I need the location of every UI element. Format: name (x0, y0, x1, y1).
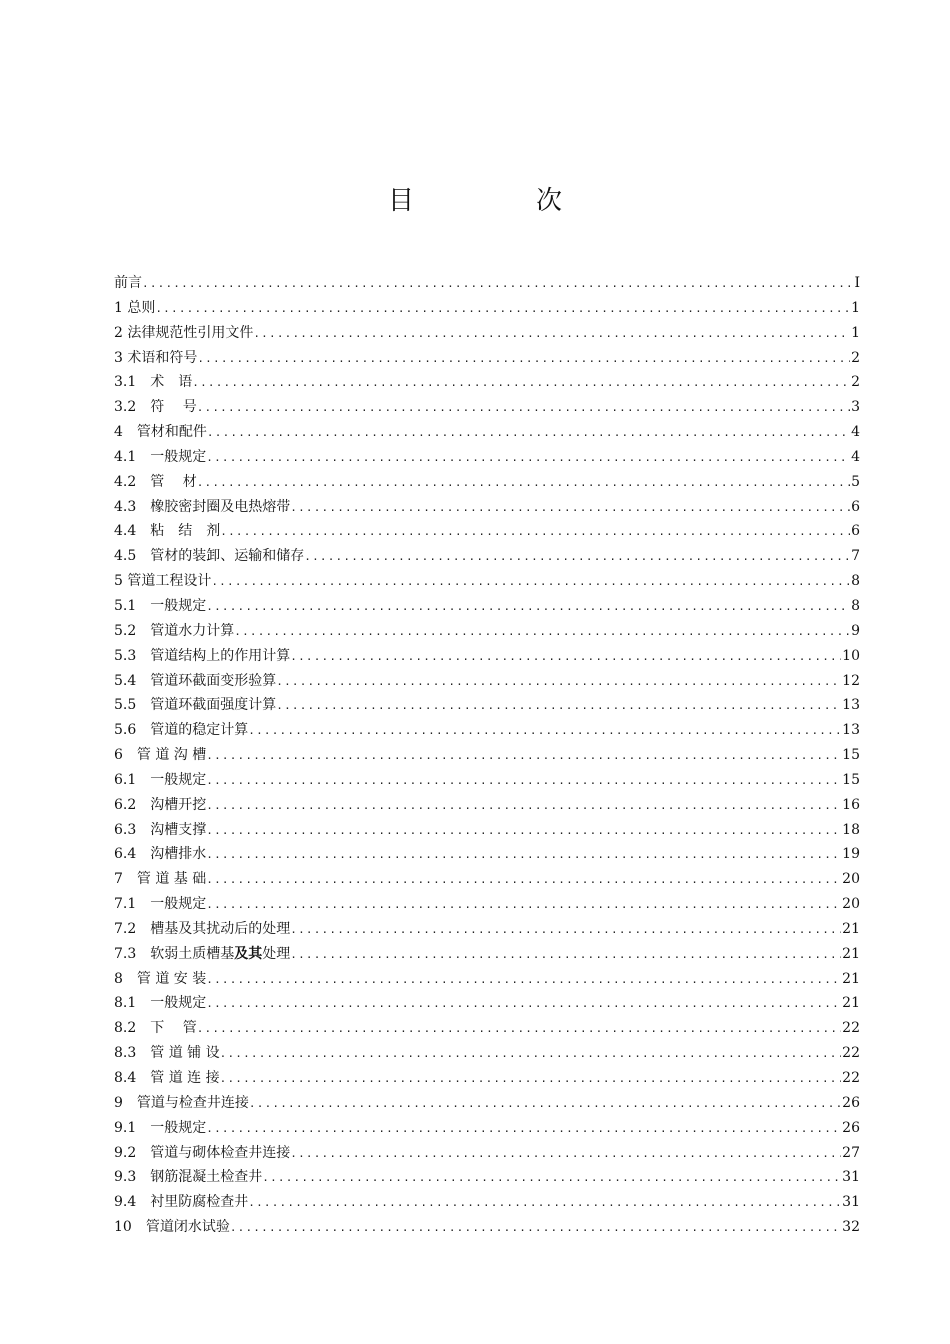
toc-entry-label: 9.4 衬里防腐检查井 (114, 1194, 249, 1211)
toc-entry-label: 3.1 术 语 (114, 374, 193, 391)
toc-entry-label: 8.3 管 道 铺 设 (114, 1045, 220, 1062)
toc-entry-label-part: 处理 (262, 945, 291, 962)
toc-leader-dots (206, 819, 841, 843)
toc-entry[interactable] (114, 818, 860, 843)
toc-page-number: 26 (842, 1094, 860, 1111)
toc-entry[interactable] (114, 867, 860, 892)
toc-leader-dots (276, 670, 841, 694)
toc-entry[interactable] (114, 495, 860, 520)
toc-leader-dots (206, 843, 841, 867)
toc-leader-dots (230, 1216, 841, 1240)
toc-page-number: 6 (851, 523, 860, 540)
toc-entry-label: 4.5 管材的装卸、运输和储存 (114, 548, 305, 565)
toc-page-number: 8 (851, 597, 860, 614)
toc-entry-label: 5.1 一般规定 (114, 597, 207, 614)
toc-leader-dots (290, 943, 841, 967)
toc-entry-label: 7.2 槽基及其扰动后的处理 (114, 920, 291, 937)
toc-entry[interactable] (114, 470, 860, 495)
toc-leader-dots (262, 1166, 841, 1190)
toc-page-number: 12 (842, 672, 860, 689)
toc-entry-label: 6.4 沟槽排水 (114, 846, 207, 863)
toc-entry[interactable] (114, 1066, 860, 1091)
toc-leader-dots (220, 1042, 842, 1066)
toc-entry-label: 5.3 管道结构上的作用计算 (114, 647, 291, 664)
toc-entry-label-bold: 及其 (234, 945, 263, 962)
toc-entry-label: 4.2 管 材 (114, 473, 197, 490)
toc-page-number: 21 (842, 920, 860, 937)
toc-entry[interactable] (114, 917, 860, 942)
toc-leader-dots (142, 272, 853, 296)
toc-leader-dots (206, 794, 841, 818)
toc-page-number: 20 (842, 871, 860, 888)
toc-page-number: 22 (842, 1020, 860, 1037)
toc-entry-label: 前言 (114, 275, 142, 291)
toc-page-number: 26 (842, 1119, 860, 1136)
toc-page-number: 7 (851, 548, 860, 565)
toc-leader-dots (206, 992, 841, 1016)
toc-entry-label: 7 管 道 基 础 (114, 871, 207, 888)
toc-entry[interactable] (114, 718, 860, 743)
toc-leader-dots (206, 446, 850, 470)
toc-entry-label: 3 术语和符号 (114, 349, 198, 366)
toc-entry[interactable] (114, 395, 860, 420)
toc-entry-label: 10 管道闭水试验 (114, 1219, 230, 1236)
toc-entry[interactable] (114, 1116, 860, 1141)
toc-leader-dots (206, 968, 841, 992)
toc-page-number: 1 (851, 299, 860, 316)
toc-page-number: 31 (842, 1194, 860, 1211)
toc-entry[interactable] (114, 271, 860, 296)
toc-entry-label: 7.1 一般规定 (114, 896, 207, 913)
toc-entry-label: 6.2 沟槽开挖 (114, 796, 207, 813)
toc-leader-dots (206, 893, 841, 917)
toc-leader-dots (192, 371, 850, 395)
toc-entry-label: 6.1 一般规定 (114, 771, 207, 788)
toc-leader-dots (290, 1142, 841, 1166)
toc-entry-label: 4 管材和配件 (114, 424, 207, 441)
toc-entry-label: 5.2 管道水力计算 (114, 622, 235, 639)
toc-leader-dots (290, 918, 841, 942)
toc-leader-dots (248, 1191, 841, 1215)
toc-leader-dots (206, 769, 841, 793)
toc-entry-label: 9.3 钢筋混凝土检查井 (114, 1169, 263, 1186)
toc-page-number: 1 (851, 324, 860, 341)
toc-entry[interactable] (114, 296, 860, 321)
toc-page-number: 13 (842, 697, 860, 714)
toc-page-number: 21 (842, 945, 860, 962)
toc-entry[interactable] (114, 1016, 860, 1041)
toc-entry-label: 5.6 管道的稳定计算 (114, 722, 249, 739)
toc-page-number: 13 (842, 722, 860, 739)
toc-page-number: Ⅰ (854, 275, 860, 291)
toc-entry[interactable] (114, 619, 860, 644)
toc-leader-dots (197, 347, 850, 371)
toc-entry-label: 8.1 一般规定 (114, 995, 207, 1012)
toc-page-number: 19 (842, 846, 860, 863)
toc-leader-dots (304, 545, 850, 569)
toc-page-number: 16 (842, 796, 860, 813)
toc-leader-dots (249, 1092, 841, 1116)
toc-entry-label: 6.3 沟槽支撑 (114, 821, 207, 838)
toc-entry-label: 4.4 粘 结 剂 (114, 523, 221, 540)
toc-leader-dots (290, 496, 850, 520)
toc-page-number: 4 (851, 424, 860, 441)
toc-entry[interactable] (114, 693, 860, 718)
toc-leader-dots (197, 1017, 841, 1041)
toc-page-number: 6 (851, 498, 860, 515)
table-of-contents (114, 271, 860, 1240)
toc-entry-label: 9.2 管道与砌体检查井连接 (114, 1144, 291, 1161)
toc-entry[interactable] (114, 991, 860, 1016)
toc-entry[interactable] (114, 544, 860, 569)
toc-entry[interactable] (114, 370, 860, 395)
toc-leader-dots (211, 570, 850, 594)
page-title: 目 次 (387, 186, 610, 216)
toc-entry-label: 2 法律规范性引用文件 (114, 324, 254, 341)
toc-entry[interactable] (114, 669, 860, 694)
toc-page-number: 15 (842, 747, 860, 764)
toc-leader-dots (220, 1067, 842, 1091)
toc-page-number: 20 (842, 896, 860, 913)
toc-page-number: 3 (851, 399, 860, 416)
toc-page-number: 8 (851, 573, 860, 590)
toc-page-number: 10 (842, 647, 860, 664)
toc-leader-dots (197, 396, 850, 420)
toc-page-number: 18 (842, 821, 860, 838)
toc-leader-dots (155, 297, 850, 321)
toc-entry-label (114, 942, 290, 967)
toc-leader-dots (220, 520, 850, 544)
toc-entry[interactable] (114, 743, 860, 768)
toc-page-number: 22 (842, 1045, 860, 1062)
toc-entry-label: 5.4 管道环截面变形验算 (114, 672, 277, 689)
toc-entry-label: 9 管道与检查井连接 (114, 1094, 249, 1111)
toc-entry-label: 3.2 符 号 (114, 399, 197, 416)
toc-leader-dots (206, 868, 841, 892)
toc-page-number: 21 (842, 970, 860, 987)
toc-page-number: 15 (842, 771, 860, 788)
toc-leader-dots (290, 645, 841, 669)
toc-entry[interactable] (114, 1215, 860, 1240)
toc-entry[interactable] (114, 420, 860, 445)
toc-entry[interactable] (114, 842, 860, 867)
toc-entry-label: 1 总则 (114, 299, 156, 316)
toc-leader-dots (197, 471, 850, 495)
toc-page-number: 21 (842, 995, 860, 1012)
toc-entry[interactable] (114, 519, 860, 544)
toc-entry[interactable] (114, 942, 860, 967)
toc-page-number: 5 (851, 473, 860, 490)
toc-entry-label: 4.1 一般规定 (114, 448, 207, 465)
toc-entry[interactable] (114, 346, 860, 371)
toc-entry[interactable] (114, 594, 860, 619)
toc-entry[interactable] (114, 768, 860, 793)
toc-page-number: 2 (851, 349, 860, 366)
toc-page-number: 4 (851, 448, 860, 465)
toc-page-number: 27 (842, 1144, 860, 1161)
toc-entry[interactable] (114, 445, 860, 470)
toc-entry-label-part: 7.3 软弱土质槽基 (114, 945, 235, 962)
toc-entry-label: 8 管 道 安 装 (114, 970, 207, 987)
toc-entry[interactable] (114, 644, 860, 669)
toc-leader-dots (206, 744, 841, 768)
toc-entry[interactable] (114, 1165, 860, 1190)
toc-leader-dots (207, 421, 850, 445)
toc-entry[interactable] (114, 569, 860, 594)
toc-leader-dots (253, 322, 850, 346)
toc-entry[interactable] (114, 892, 860, 917)
toc-leader-dots (276, 694, 841, 718)
toc-entry-label: 8.2 下 管 (114, 1020, 197, 1037)
toc-page-number: 22 (842, 1070, 860, 1086)
toc-leader-dots (234, 620, 850, 644)
toc-leader-dots (206, 1117, 841, 1141)
toc-page-number: 2 (851, 374, 860, 391)
toc-page-number: 32 (842, 1219, 860, 1236)
toc-leader-dots (248, 719, 841, 743)
toc-entry[interactable] (114, 793, 860, 818)
toc-entry[interactable] (114, 967, 860, 992)
toc-entry-label: 5.5 管道环截面强度计算 (114, 697, 277, 714)
toc-entry[interactable] (114, 321, 860, 346)
toc-leader-dots (206, 595, 850, 619)
toc-entry-label: 6 管 道 沟 槽 (114, 747, 207, 764)
toc-page-number: 9 (851, 622, 860, 639)
toc-entry-label: 4.3 橡胶密封圈及电热熔带 (114, 498, 291, 515)
toc-entry-label: 5 管道工程设计 (114, 573, 212, 590)
toc-entry-label: 9.1 一般规定 (114, 1119, 207, 1136)
toc-entry[interactable] (114, 1041, 860, 1066)
toc-entry[interactable] (114, 1190, 860, 1215)
toc-entry[interactable] (114, 1141, 860, 1166)
toc-entry-label: 8.4 管 道 连 接 (114, 1070, 220, 1086)
toc-entry[interactable] (114, 1091, 860, 1116)
toc-page-number: 31 (842, 1169, 860, 1186)
